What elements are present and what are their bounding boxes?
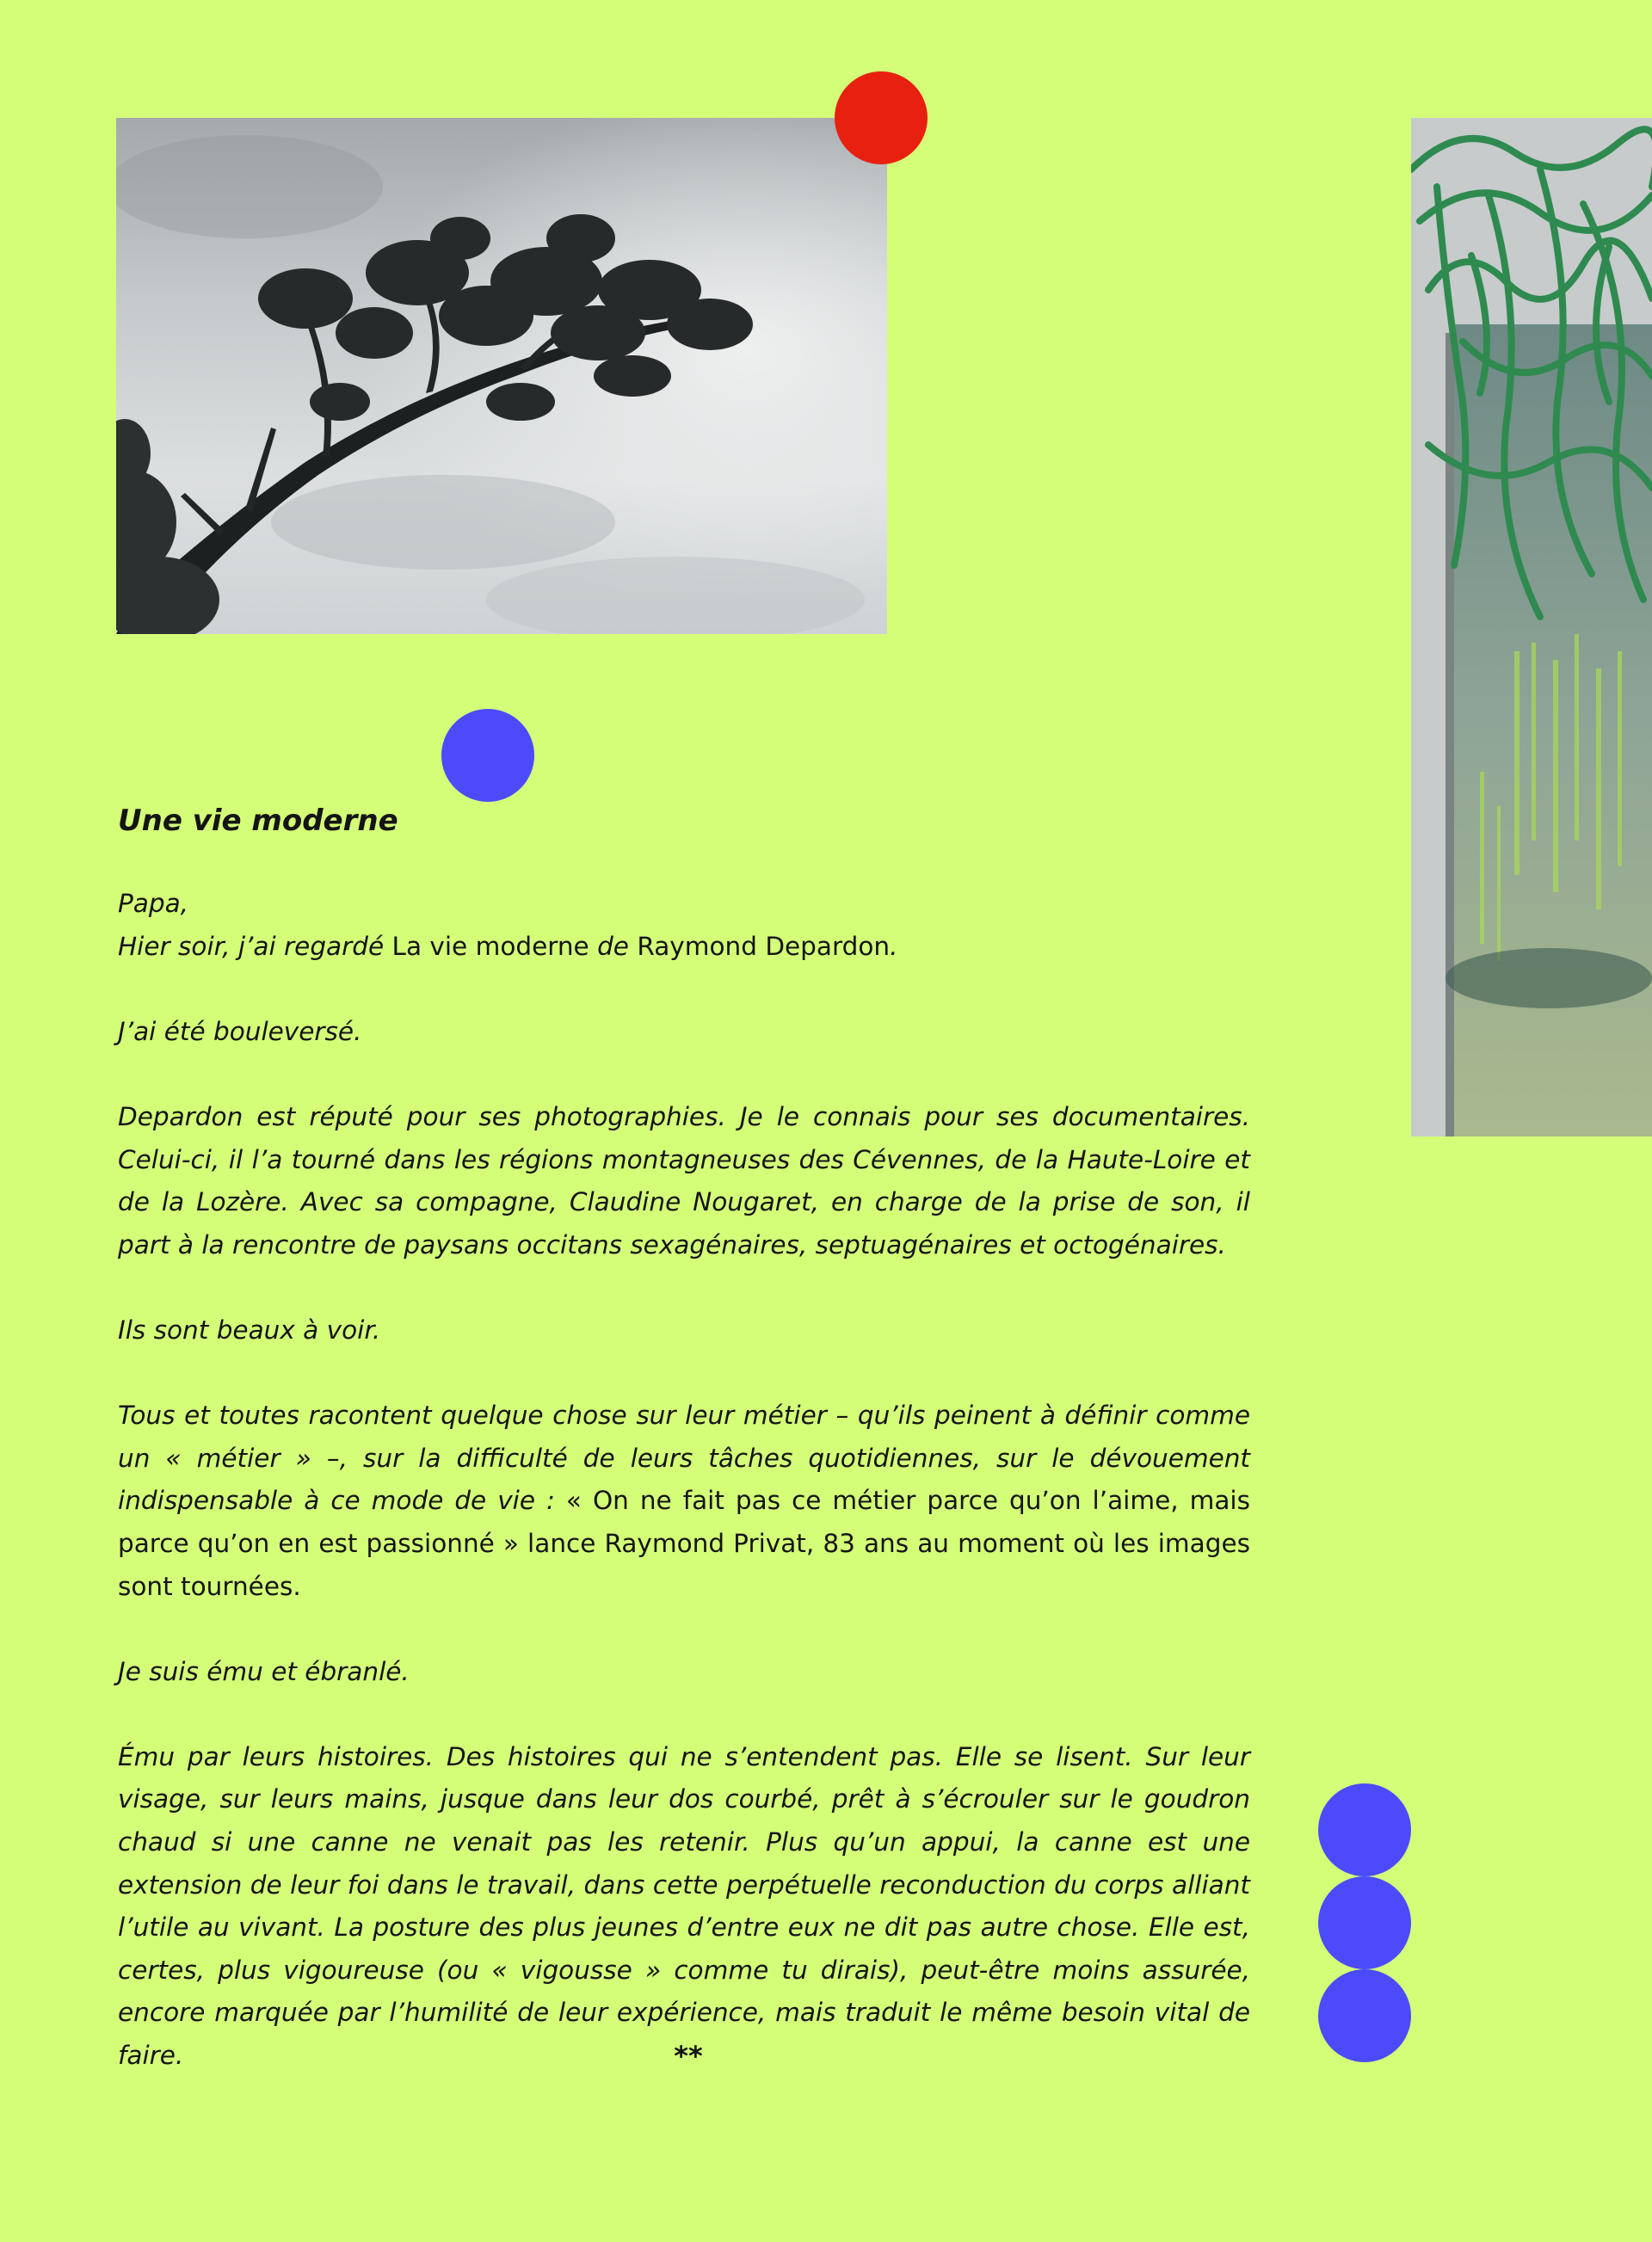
blue-dot-stack-middle <box>1318 1876 1411 1969</box>
salutation: Papa, <box>118 889 189 918</box>
paragraph-intro <box>118 883 1250 968</box>
paragraph-emu: Je suis ému et ébranlé. <box>118 1656 410 1686</box>
artwork-photo <box>1411 118 1652 1136</box>
blue-dot-stack-top <box>1318 1783 1411 1876</box>
paragraph-tous-text: Tous et toutes racontent quelque chose sur leur métier – qu’ils peinent à définir comme un « métier » –, sur la difficulté de leurs tâches quotidiennes, sur le dévouement indispensable à ce mode de vie : <box>118 1401 1250 1516</box>
intro-middle: de <box>589 931 638 961</box>
paragraph-tous <box>118 1395 1250 1608</box>
film-title: La vie moderne <box>391 931 589 961</box>
paragraph-beaux: Ils sont beaux à voir. <box>118 1315 381 1345</box>
privat-quote: « On ne fait pas ce métier parce qu’on l’aime, mais parce qu’on en est passionné » lance Raymond Privat, 83 ans au moment où les images sont tournées. <box>118 1486 1250 1601</box>
section-separator: ** <box>674 2040 703 2073</box>
red-dot <box>835 71 928 164</box>
paragraph-bouleverse: J’ai été bouleversé. <box>118 1016 362 1046</box>
article <box>118 800 1250 2120</box>
intro-before: Hier soir, j’ai regardé <box>118 931 392 961</box>
director-name: Raymond Depardon <box>637 931 891 961</box>
blue-dot <box>441 709 534 802</box>
tree-photo <box>116 118 887 634</box>
paragraph-depardon: Depardon est réputé pour ses photographies. Je le connais pour ses documentaires. Celui-ci, il l’a tourné dans les régions montagneuses des Cévennes, de la Haute-Loire et de la Lozère. Avec sa compagne, Claudine Nougaret, en charge de la prise de son, il part à la rencontre de paysans occitans sexagénaires, septuagénaires et octogénaires. <box>118 1101 1250 1260</box>
intro-after: . <box>890 931 898 961</box>
paragraph-histoires: Ému par leurs histoires. Des histoires qui ne s’entendent pas. Elle se lisent. Sur leur visage, sur leurs mains, jusque dans leur dos courbé, prêt à s’écrouler sur le goudron chaud si une canne ne venait pas les retenir. Plus qu’un appui, la canne est une extension de leur foi dans le travail, dans cette perpétuelle reconduction du corps alliant l’utile au vivant. La posture des plus jeunes d’entre eux ne dit pas autre chose. Elle est, certes, plus vigoureuse (ou « vigousse » comme tu dirais), peut-être moins assurée, encore marquée par l’humilité de leur expérience, mais traduit le même besoin vital de faire. <box>118 1741 1250 2071</box>
article-title: Une vie moderne <box>118 804 398 838</box>
